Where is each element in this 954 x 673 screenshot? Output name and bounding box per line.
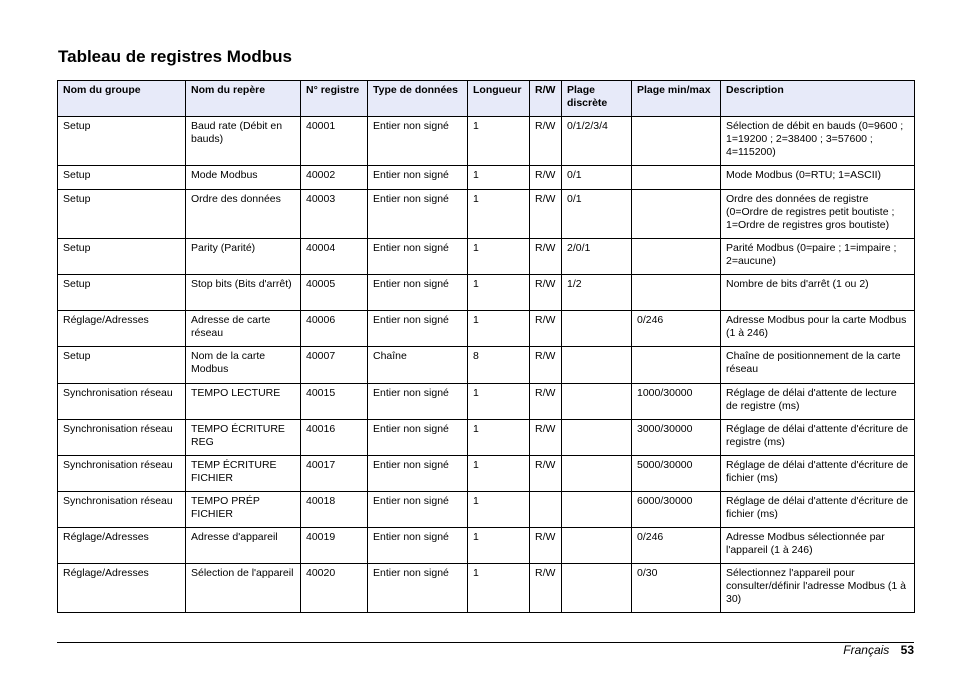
cell-register: 40005 [301,275,368,311]
modbus-register-table [57,80,915,613]
cell-rw: R/W [530,311,562,347]
cell-tag: TEMP ÉCRITURE FICHIER [186,456,301,492]
cell-length: 8 [468,347,530,384]
cell-minmax-range: 0/30 [632,564,721,613]
cell-group: Synchronisation réseau [58,456,186,492]
cell-group: Réglage/Adresses [58,564,186,613]
cell-group: Setup [58,190,186,239]
cell-description: Sélectionnez l'appareil pour consulter/définir l'adresse Modbus (1 à 30) [721,564,915,613]
cell-discrete-range: 0/1 [562,166,632,190]
cell-minmax-range: 6000/30000 [632,492,721,528]
cell-rw: R/W [530,456,562,492]
cell-description: Réglage de délai d'attente de lecture de registre (ms) [721,384,915,420]
table-row [58,117,915,166]
cell-tag: Sélection de l'appareil [186,564,301,613]
cell-rw: R/W [530,275,562,311]
cell-length: 1 [468,190,530,239]
cell-tag: TEMPO ÉCRITURE REG [186,420,301,456]
cell-discrete-range: 0/1/2/3/4 [562,117,632,166]
cell-description: Sélection de débit en bauds (0=9600 ; 1=19200 ; 2=38400 ; 3=57600 ; 4=115200) [721,117,915,166]
cell-register: 40006 [301,311,368,347]
column-header-tag: Nom du repère [186,81,301,117]
cell-data-type: Entier non signé [368,166,468,190]
cell-tag: Stop bits (Bits d'arrêt) [186,275,301,311]
cell-data-type: Entier non signé [368,492,468,528]
column-header-register: N° registre [301,81,368,117]
cell-data-type: Entier non signé [368,384,468,420]
cell-description: Ordre des données de registre (0=Ordre de registres petit boutiste ; 1=Ordre de registres gros boutiste) [721,190,915,239]
cell-rw: R/W [530,528,562,564]
cell-length: 1 [468,564,530,613]
cell-description: Nombre de bits d'arrêt (1 ou 2) [721,275,915,311]
cell-tag: Mode Modbus [186,166,301,190]
cell-discrete-range [562,528,632,564]
cell-group: Setup [58,347,186,384]
cell-description: Réglage de délai d'attente d'écriture de fichier (ms) [721,456,915,492]
cell-tag: Baud rate (Débit en bauds) [186,117,301,166]
cell-group: Setup [58,166,186,190]
footer-language: Français [843,643,890,657]
cell-length: 1 [468,528,530,564]
cell-length: 1 [468,166,530,190]
cell-discrete-range [562,420,632,456]
column-header-data-type: Type de données [368,81,468,117]
cell-minmax-range: 1000/30000 [632,384,721,420]
footer-divider [57,642,914,643]
cell-data-type: Entier non signé [368,275,468,311]
cell-length: 1 [468,311,530,347]
cell-rw: R/W [530,190,562,239]
cell-tag: Parity (Parité) [186,239,301,275]
cell-data-type: Entier non signé [368,239,468,275]
cell-data-type: Entier non signé [368,190,468,239]
cell-register: 40019 [301,528,368,564]
cell-tag: Adresse d'appareil [186,528,301,564]
cell-register: 40020 [301,564,368,613]
cell-discrete-range [562,492,632,528]
cell-group: Réglage/Adresses [58,311,186,347]
column-header-group: Nom du groupe [58,81,186,117]
table-row [58,456,915,492]
cell-discrete-range [562,347,632,384]
cell-group: Synchronisation réseau [58,384,186,420]
cell-length: 1 [468,456,530,492]
cell-minmax-range: 3000/30000 [632,420,721,456]
cell-minmax-range: 5000/30000 [632,456,721,492]
cell-tag: TEMPO PRÉP FICHIER [186,492,301,528]
table-row [58,166,915,190]
cell-group: Synchronisation réseau [58,492,186,528]
cell-description: Adresse Modbus pour la carte Modbus (1 à 246) [721,311,915,347]
cell-length: 1 [468,384,530,420]
cell-data-type: Entier non signé [368,117,468,166]
cell-rw: R/W [530,166,562,190]
cell-register: 40018 [301,492,368,528]
cell-minmax-range: 0/246 [632,311,721,347]
cell-description: Mode Modbus (0=RTU; 1=ASCII) [721,166,915,190]
cell-length: 1 [468,239,530,275]
cell-group: Setup [58,239,186,275]
table-row [58,347,915,384]
table-row [58,528,915,564]
cell-discrete-range [562,311,632,347]
cell-discrete-range: 2/0/1 [562,239,632,275]
table-header-row [58,81,915,117]
cell-register: 40001 [301,117,368,166]
cell-data-type: Entier non signé [368,564,468,613]
cell-minmax-range [632,347,721,384]
cell-length: 1 [468,117,530,166]
column-header-discrete-range: Plage discrète [562,81,632,117]
cell-minmax-range [632,117,721,166]
cell-tag: TEMPO LECTURE [186,384,301,420]
cell-rw: R/W [530,239,562,275]
cell-minmax-range [632,239,721,275]
cell-register: 40002 [301,166,368,190]
cell-description: Adresse Modbus sélectionnée par l'appareil (1 à 246) [721,528,915,564]
cell-data-type: Entier non signé [368,528,468,564]
cell-tag: Nom de la carte Modbus [186,347,301,384]
table-row [58,420,915,456]
cell-tag: Ordre des données [186,190,301,239]
page-footer [843,643,914,657]
table-row [58,275,915,311]
cell-data-type: Entier non signé [368,420,468,456]
cell-length: 1 [468,492,530,528]
cell-group: Setup [58,275,186,311]
table-row [58,384,915,420]
cell-register: 40015 [301,384,368,420]
page-number: 53 [900,643,914,657]
cell-discrete-range: 1/2 [562,275,632,311]
cell-register: 40007 [301,347,368,384]
cell-group: Setup [58,117,186,166]
cell-register: 40017 [301,456,368,492]
cell-tag: Adresse de carte réseau [186,311,301,347]
cell-data-type: Entier non signé [368,311,468,347]
column-header-length: Longueur [468,81,530,117]
column-header-rw: R/W [530,81,562,117]
cell-register: 40003 [301,190,368,239]
cell-minmax-range [632,190,721,239]
cell-rw: R/W [530,384,562,420]
table-row [58,239,915,275]
cell-rw [530,492,562,528]
cell-register: 40016 [301,420,368,456]
page-title: Tableau de registres Modbus [58,47,292,66]
cell-minmax-range [632,166,721,190]
cell-discrete-range [562,564,632,613]
cell-rw: R/W [530,564,562,613]
cell-description: Réglage de délai d'attente d'écriture de fichier (ms) [721,492,915,528]
column-header-minmax-range: Plage min/max [632,81,721,117]
cell-description: Réglage de délai d'attente d'écriture de registre (ms) [721,420,915,456]
cell-data-type: Chaîne [368,347,468,384]
table-body [58,117,915,613]
cell-minmax-range [632,275,721,311]
cell-group: Réglage/Adresses [58,528,186,564]
cell-data-type: Entier non signé [368,456,468,492]
cell-minmax-range: 0/246 [632,528,721,564]
cell-length: 1 [468,275,530,311]
table-row [58,492,915,528]
cell-length: 1 [468,420,530,456]
cell-register: 40004 [301,239,368,275]
cell-group: Synchronisation réseau [58,420,186,456]
table-row [58,190,915,239]
cell-rw: R/W [530,347,562,384]
cell-description: Parité Modbus (0=paire ; 1=impaire ; 2=aucune) [721,239,915,275]
table-row [58,311,915,347]
cell-rw: R/W [530,117,562,166]
cell-description: Chaîne de positionnement de la carte réseau [721,347,915,384]
cell-rw: R/W [530,420,562,456]
cell-discrete-range: 0/1 [562,190,632,239]
cell-discrete-range [562,384,632,420]
cell-discrete-range [562,456,632,492]
table-row [58,564,915,613]
column-header-description: Description [721,81,915,117]
